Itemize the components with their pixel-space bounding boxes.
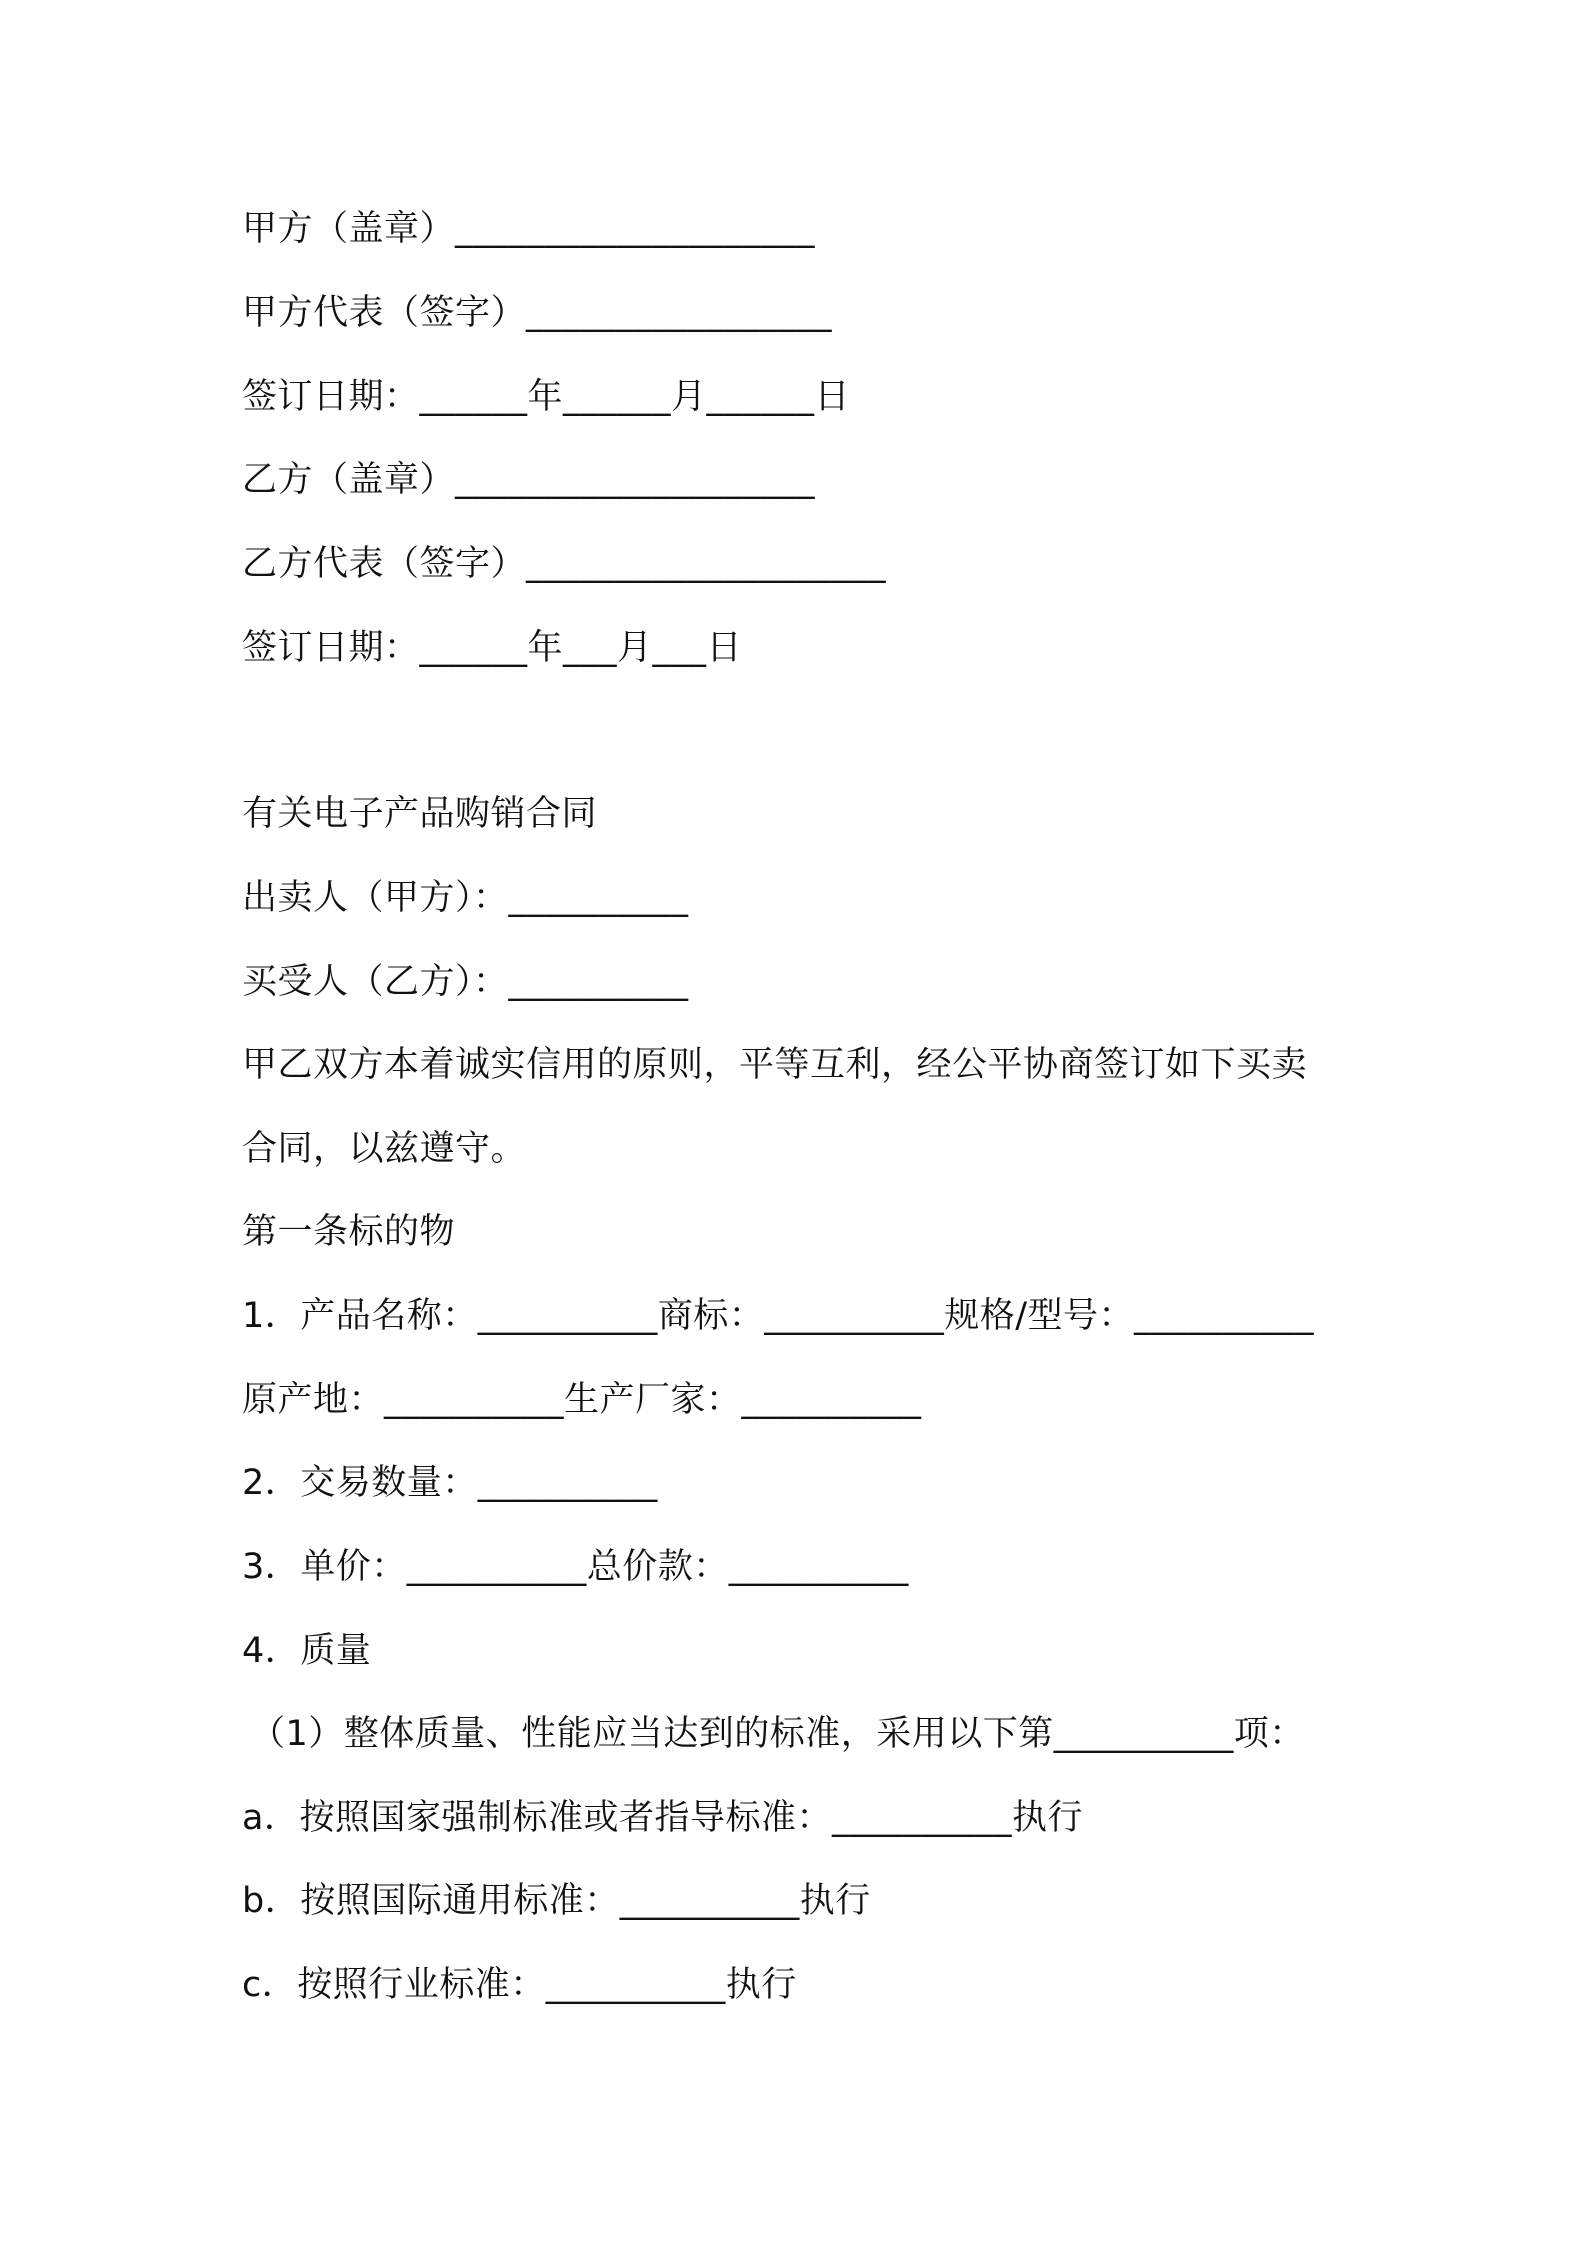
quality-option-b: b．按照国际通用标准：__________执行 xyxy=(242,1881,871,1921)
item-3: 3．单价：__________总价款：__________ xyxy=(242,1547,909,1587)
buyer-line: 买受人（乙方）：__________ xyxy=(242,962,689,1002)
item-1-line-2: 原产地：__________生产厂家：__________ xyxy=(242,1380,922,1420)
party-a-representative-line: 甲方代表（签字）_________________ xyxy=(242,293,833,333)
contract-title: 有关电子产品购销合同 xyxy=(242,794,598,834)
seller-line: 出卖人（甲方）：__________ xyxy=(242,878,689,918)
quality-option-c: c．按照行业标准：__________执行 xyxy=(242,1965,797,2005)
party-b-representative-line: 乙方代表（签字）____________________ xyxy=(242,544,887,584)
intro-line-1: 甲乙双方本着诚实信用的原则，平等互利，经公平协商签订如下买卖 xyxy=(242,1045,1308,1085)
quality-clause-1: （1）整体质量、性能应当达到的标准，采用以下第__________项： xyxy=(250,1714,1305,1754)
item-1-line-1: 1．产品名称：__________商标：__________规格/型号：__________ xyxy=(242,1296,1315,1336)
quality-option-a: a．按照国家强制标准或者指导标准：__________执行 xyxy=(242,1798,1083,1838)
intro-line-2: 合同，以兹遵守。 xyxy=(242,1129,527,1169)
party-a-sign-date-line: 签订日期：______年______月______日 xyxy=(242,377,851,417)
item-2: 2．交易数量：__________ xyxy=(242,1463,658,1503)
party-a-seal-line: 甲方（盖章）____________________ xyxy=(242,209,816,249)
article-1-title: 第一条标的物 xyxy=(242,1212,456,1252)
party-b-sign-date-line: 签订日期：______年___月___日 xyxy=(242,628,743,668)
item-4: 4．质量 xyxy=(242,1631,372,1671)
party-b-seal-line: 乙方（盖章）____________________ xyxy=(242,460,816,500)
